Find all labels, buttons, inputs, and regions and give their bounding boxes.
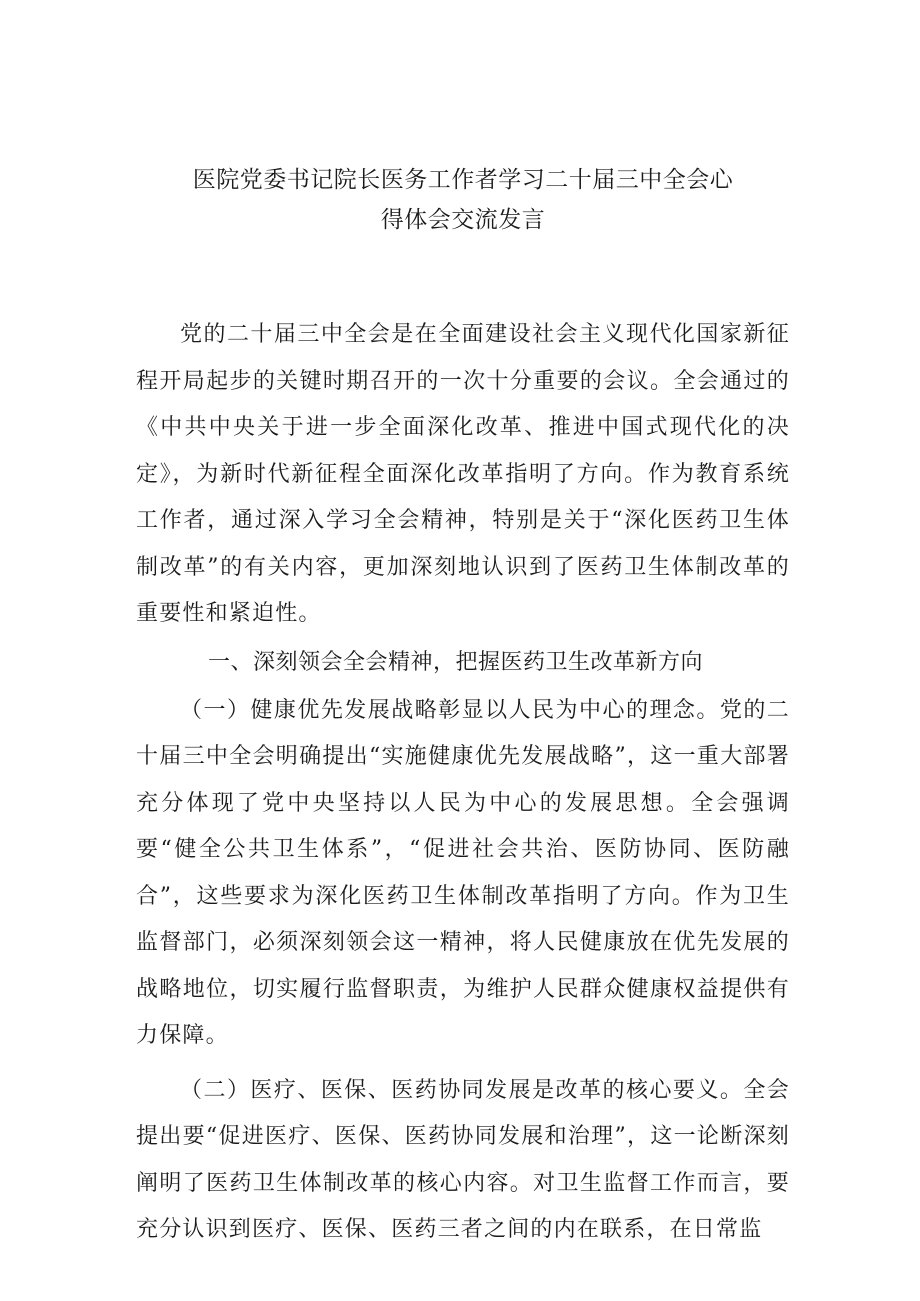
section-1-paragraph-1: （一）健康优先发展战略彰显以人民为中心的理念。党的二十届三中全会明确提出“实施健康优先发展战略”，这一重大部署充分体现了党中央坚持以人民为中心的发展思想。全会强调要“健全公共卫生体系”，“促进社会共治、医防协同、医防融合”，这些要求为深化医药卫生体制改革指明了方向。作为卫生监督部门，必须深刻领会这一精神，将人民健康放在优先发展的战略地位，切实履行监督职责，为维护人民群众健康权益提供有力保障。 — [136, 697, 790, 1048]
section-1-paragraph-2: （二）医疗、医保、医药协同发展是改革的核心要义。全会提出要“促进医疗、医保、医药协同发展和治理”，这一论断深刻阐明了医药卫生体制改革的核心内容。对卫生监督工作而言，要充分认识到医疗、医保、医药三者之间的内在联系，在日常监 — [136, 1077, 790, 1242]
document-title — [136, 160, 790, 240]
title-line-1: 医院党委书记院长医务工作者学习二十届三中全会心 — [192, 167, 734, 193]
intro-paragraph: 党的二十届三中全会是在全面建设社会主义现代化国家新征程开局起步的关键时期召开的一次十分重要的会议。全会通过的《中共中央关于进一步全面深化改革、推进中国式现代化的决定》，为新时代新征程全面深化改革指明了方向。作为教育系统工作者，通过深入学习全会精神，特别是关于“深化医药卫生体制改革”的有关内容，更加深刻地认识到了医药卫生体制改革的重要性和紧迫性。 — [136, 322, 790, 626]
document-body — [136, 312, 790, 1254]
title-line-2: 得体会交流发言 — [380, 207, 546, 233]
section-1-heading: 一、深刻领会全会精神，把握医药卫生改革新方向 — [208, 649, 704, 675]
